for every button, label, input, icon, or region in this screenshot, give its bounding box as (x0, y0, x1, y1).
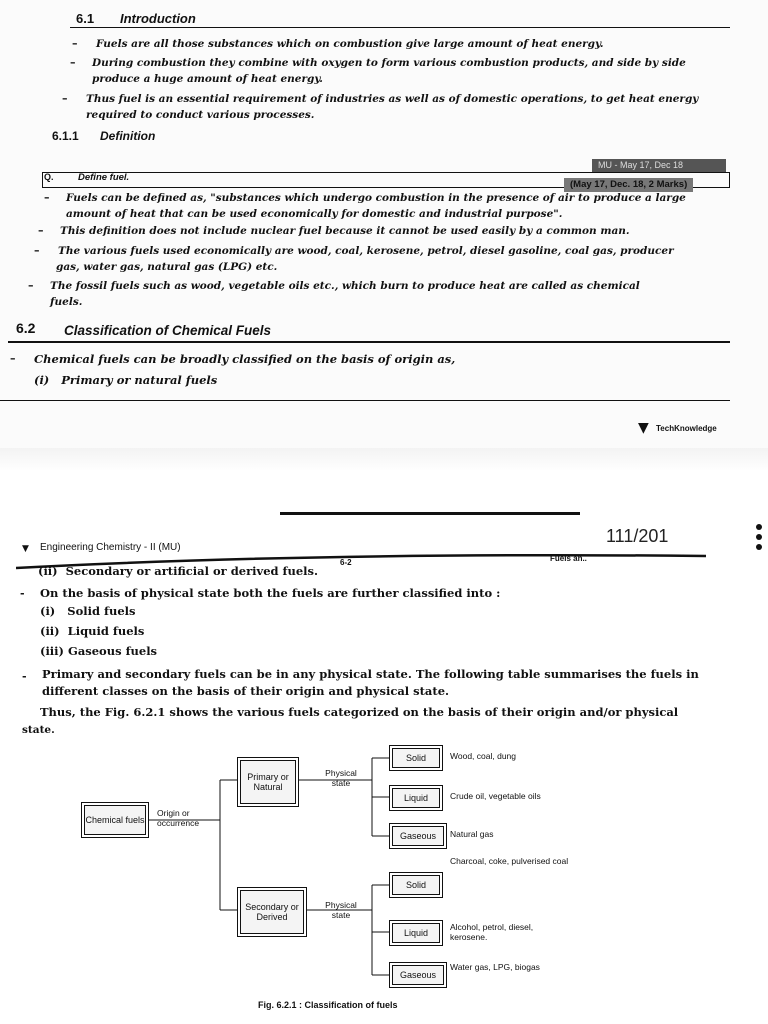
edge-label-physical-state-primary: Physical state (325, 768, 357, 788)
bullet-dash: – (10, 352, 16, 365)
definition-line-7: fuels. (50, 296, 83, 308)
section-number-6-1-1: 6.1.1 (52, 129, 79, 143)
node-secondary-derived: Secondary or Derived (240, 890, 304, 934)
definition-line-3: This definition does not include nuclear fuel because it cannot be used easily by a common man. (60, 225, 630, 237)
bullet-dash: – (62, 92, 68, 105)
running-header-left: Engineering Chemistry - II (MU) (40, 542, 181, 553)
list-item-liquid-fuels: (ii) Liquid fuels (40, 624, 145, 638)
examples-secondary-liquid: Alcohol, petrol, diesel, kerosene. (450, 922, 534, 942)
running-header-page: 6-2 (340, 558, 352, 567)
node-primary-natural: Primary or Natural (240, 760, 296, 804)
node-primary-liquid: Liquid (392, 788, 440, 808)
text-line-secondary: (ii) Secondary or artificial or derived fuels. (38, 564, 319, 578)
bullet-dash: – (70, 56, 76, 69)
question-marks-badge: (May 17, Dec. 18, 2 Marks) (564, 178, 693, 192)
figure-caption: Fig. 6.2.1 : Classification of fuels (258, 1000, 398, 1010)
examples-primary-gaseous: Natural gas (450, 829, 494, 839)
list-item-solid-fuels: (i) Solid fuels (40, 604, 136, 618)
bullet-dash: – (34, 244, 40, 257)
edge-label-origin: Origin or occurrence (157, 808, 200, 828)
section-title-definition: Definition (100, 129, 156, 143)
section-title-classification: Classification of Chemical Fuels (64, 323, 272, 338)
list-item-gaseous-fuels: (iii) Gaseous fuels (40, 644, 158, 658)
bullet-dash: – (38, 224, 44, 237)
definition-line-5: gas, water gas, natural gas (LPG) etc. (56, 261, 278, 273)
page-counter: 111/201 (606, 526, 669, 546)
text-line-physical-state: On the basis of physical state both the fuels are further classified into : (40, 586, 501, 600)
definition-line-2: amount of heat that can be used economically for domestic and industrial purpose". (66, 208, 563, 220)
section-rule (70, 27, 730, 28)
diagram-connectors (0, 740, 768, 1024)
document-page-1 (0, 0, 768, 470)
intro-bullet-3-line-1: Thus fuel is an essential requirement of industries as well as of domestic operations, to get heat energy (86, 93, 699, 105)
intro-bullet-3-line-2: required to conduct various processes. (86, 109, 315, 121)
examples-secondary-gaseous: Water gas, LPG, biogas (450, 962, 540, 972)
node-primary-gaseous: Gaseous (392, 826, 444, 846)
section-rule (8, 341, 730, 343)
section-title-introduction: Introduction (120, 11, 196, 26)
node-chemical-fuels: Chemical fuels (84, 805, 146, 835)
examples-secondary-solid: Charcoal, coke, pulverised coal (450, 856, 569, 866)
more-options-button[interactable] (756, 524, 764, 550)
running-header-right: Fuels an.. (550, 554, 587, 563)
intro-bullet-2-line-1: During combustion they combine with oxygen to form various combustion products, and side by side (92, 57, 686, 69)
section-number-6-1: 6.1 (76, 11, 95, 26)
text-line-table-summary-1: Primary and secondary fuels can be in any physical state. The following table summarises the fuels in (42, 667, 699, 681)
intro-bullet-2-line-2: produce a huge amount of heat energy. (92, 73, 323, 85)
examples-primary-solid: Wood, coal, dung (450, 751, 516, 761)
definition-line-6: The fossil fuels such as wood, vegetable oils etc., which burn to produce heat are called as chemical (50, 280, 640, 292)
techknowledge-logo-icon: ▼ (638, 420, 649, 436)
text-line-figure-ref-2: state. (22, 724, 55, 736)
classification-diagram (0, 740, 768, 1024)
examples-primary-liquid: Crude oil, vegetable oils (450, 791, 541, 801)
bullet-dash: - (22, 670, 27, 683)
node-secondary-gaseous: Gaseous (392, 965, 444, 985)
section-number-6-2: 6.2 (16, 320, 36, 336)
classification-line-1: Chemical fuels can be broadly classified on the basis of origin as, (34, 352, 456, 366)
bullet-dash: – (72, 37, 78, 50)
top-page-edge (280, 512, 580, 515)
header-arrow-icon: ▼ (22, 544, 29, 554)
document-page-2 (0, 470, 768, 1024)
question-label: Q. (44, 172, 54, 182)
vertical-ellipsis-icon (756, 524, 762, 530)
bullet-dash: - (20, 587, 25, 600)
bullet-dash: – (44, 191, 50, 204)
text-line-table-summary-2: different classes on the basis of their origin and physical state. (42, 684, 450, 698)
definition-line-1: Fuels can be defined as, "substances which undergo combustion in the presence of air to produce a large (66, 192, 686, 204)
question-text: Define fuel. (78, 172, 130, 183)
bullet-dash: – (28, 279, 34, 292)
page-bottom-rule (0, 400, 730, 401)
mu-exam-tag: MU - May 17, Dec 18 (592, 159, 726, 172)
publisher-logo: TechKnowledge (656, 424, 717, 433)
node-secondary-liquid: Liquid (392, 923, 440, 943)
classification-line-2: (i) Primary or natural fuels (34, 373, 218, 387)
node-primary-solid: Solid (392, 748, 440, 768)
edge-label-physical-state-secondary: Physical state (325, 900, 357, 920)
intro-bullet-1: Fuels are all those substances which on combustion give large amount of heat energy. (96, 38, 604, 50)
node-secondary-solid: Solid (392, 875, 440, 895)
definition-line-4: The various fuels used economically are wood, coal, kerosene, petrol, diesel gasoline, coal gas, producer (58, 245, 674, 257)
text-line-figure-ref-1: Thus, the Fig. 6.2.1 shows the various fuels categorized on the basis of their origin and/or physical (40, 705, 679, 719)
